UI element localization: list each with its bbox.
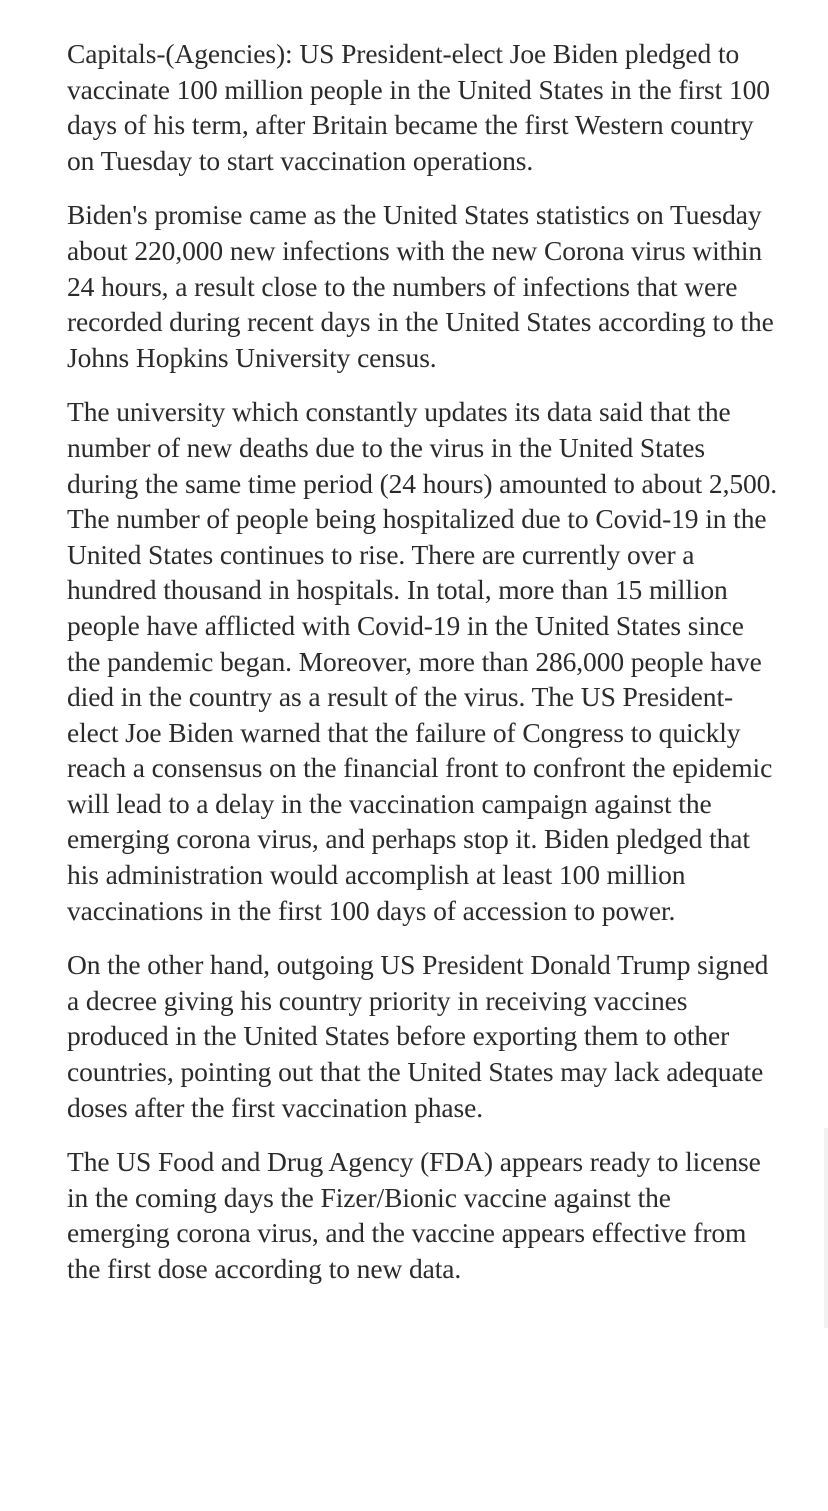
article-paragraph-4: On the other hand, outgoing US President Donald Trump signed a decree giving his country priority in receiving vaccines produced in the United States before exporting them to other countries, pointing out that the United States may lack adequate doses after the first vaccination phase. — [67, 949, 769, 1123]
article-paragraph-3: The university which constantly updates its data said that the number of new deaths due to the virus in the United States during the same time period (24 hours) amounted to about 2,500. The number of people being hospitalized due to Covid-19 in the United States continues to rise. There are currently over a hundred thousand in hospitals. In total, more than 15 million people have afflicted with Covid-19 in the United States since the pandemic began. Moreover, more than 286,000 people have died in the country as a result of the virus. The US President-elect Joe Biden warned that the failure of Congress to quickly reach a consensus on the financial front to confront the epidemic will lead to a delay in the vaccination campaign against the emerging corona virus, and perhaps stop it. Biden pledged that his administration would accomplish at least 100 million vaccinations in the first 100 days of accession to power. — [67, 396, 778, 926]
article-paragraph-1: Capitals-(Agencies): US President-elect Joe Biden pledged to vaccinate 100 million people in the United States in the first 100 days of his term, after Britain became the first Western country on Tuesday to start vaccination operations. — [67, 38, 770, 176]
scrollbar[interactable] — [824, 1128, 828, 1328]
article-body — [67, 36, 779, 1306]
article-paragraph-5: The US Food and Drug Agency (FDA) appears ready to license in the coming days the Fizer/Bionic vaccine against the emerging corona virus, and the vaccine appears effective from the first dose according to new data. — [67, 1146, 761, 1284]
article-paragraph-2: Biden's promise came as the United States statistics on Tuesday about 220,000 new infections with the new Corona virus within 24 hours, a result close to the numbers of infections that were recorded during recent days in the United States according to the Johns Hopkins University census. — [67, 199, 774, 373]
